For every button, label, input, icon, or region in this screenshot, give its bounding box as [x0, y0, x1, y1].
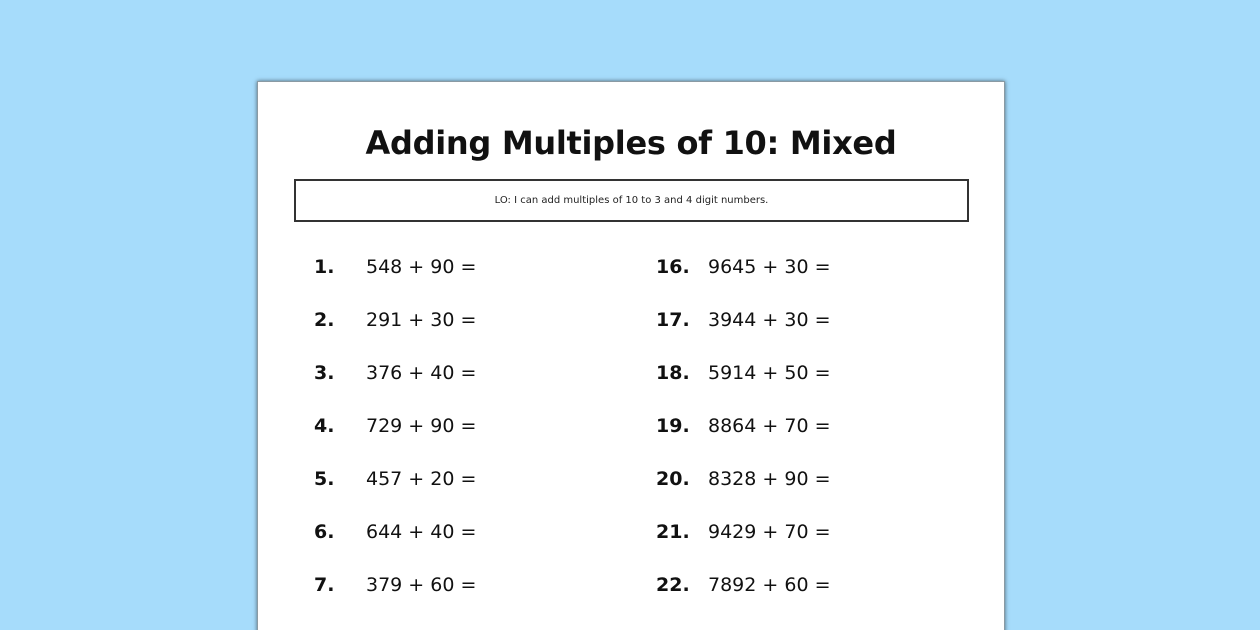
question-item [314, 570, 476, 600]
question-item [314, 252, 476, 282]
question-expression: 291 + 30 = [366, 309, 477, 331]
question-number: 5. [314, 468, 335, 490]
question-expression: 457 + 20 = [366, 468, 477, 490]
question-number: 4. [314, 415, 335, 437]
question-expression: 379 + 60 = [366, 574, 477, 596]
question-expression: 548 + 90 = [366, 256, 477, 278]
worksheet-page [257, 81, 1005, 630]
question-item [656, 517, 831, 547]
question-expression: 7892 + 60 = [708, 574, 831, 596]
question-expression: 9645 + 30 = [708, 256, 831, 278]
question-expression: 8864 + 70 = [708, 415, 831, 437]
question-item [656, 305, 831, 335]
question-item [314, 305, 476, 335]
question-number: 1. [314, 256, 335, 278]
question-number: 3. [314, 362, 335, 384]
question-expression: 376 + 40 = [366, 362, 477, 384]
question-item [314, 358, 476, 388]
question-number: 16. [656, 256, 690, 278]
question-item [314, 517, 476, 547]
question-number: 2. [314, 309, 335, 331]
question-expression: 8328 + 90 = [708, 468, 831, 490]
question-item [656, 252, 831, 282]
question-number: 20. [656, 468, 690, 490]
learning-objective-box [294, 179, 969, 222]
learning-objective-text: LO: I can add multiples of 10 to 3 and 4 digit numbers. [494, 195, 769, 206]
question-item [656, 358, 831, 388]
question-expression: 5914 + 50 = [708, 362, 831, 384]
question-number: 7. [314, 574, 335, 596]
question-expression: 729 + 90 = [366, 415, 477, 437]
question-expression: 3944 + 30 = [708, 309, 831, 331]
question-item [656, 570, 831, 600]
question-number: 6. [314, 521, 335, 543]
worksheet-title: Adding Multiples of 10: Mixed [365, 124, 897, 162]
question-item [656, 411, 831, 441]
question-number: 18. [656, 362, 690, 384]
question-item [314, 411, 476, 441]
question-number: 19. [656, 415, 690, 437]
question-item [656, 464, 831, 494]
question-number: 22. [656, 574, 690, 596]
question-number: 21. [656, 521, 690, 543]
question-number: 17. [656, 309, 690, 331]
question-item [314, 464, 476, 494]
question-expression: 9429 + 70 = [708, 521, 831, 543]
question-expression: 644 + 40 = [366, 521, 477, 543]
